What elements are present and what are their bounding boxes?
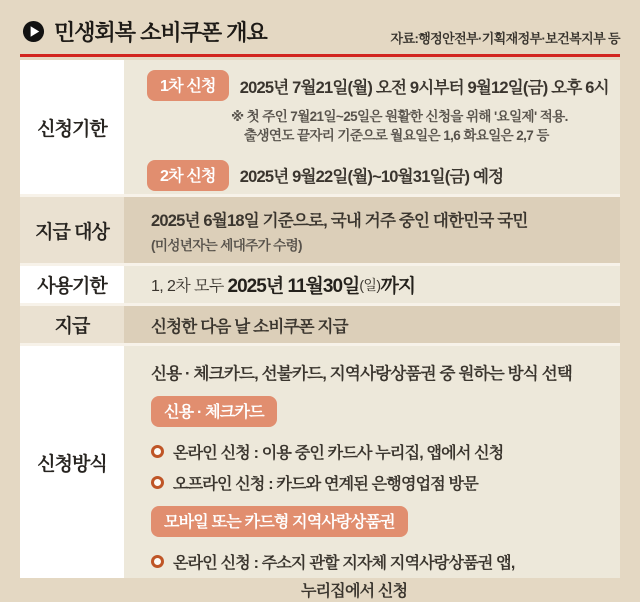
first-application-text: 2025년 7월21일(월) 오전 9시부터 9월12일(금) 오후 6시 [239, 78, 609, 97]
first-application-line [147, 70, 620, 101]
application-note [231, 108, 620, 146]
target-text: 2025년 6월18일 기준으로, 국내 거주 중인 대한민국 국민 [151, 211, 528, 230]
row-payment [20, 306, 620, 343]
row-payment-label: 지급 [20, 306, 124, 343]
target-sub-text: (미성년자는 세대주가 수령) [151, 237, 302, 253]
payment-text: 신청한 다음 날 소비쿠폰 지급 [151, 317, 348, 336]
row-target-content [124, 197, 620, 263]
row-method [20, 346, 620, 600]
voucher-online-text: 온라인 신청 : 주소지 관할 지자체 지역사랑상품권 앱, [173, 555, 515, 572]
voucher-method-badge: 모바일 또는 카드형 지역사랑상품권 [151, 506, 408, 537]
voucher-online-text-cont: 누리집에서 신청 [301, 583, 408, 600]
row-payment-content [124, 306, 620, 343]
ring-bullet-icon [151, 555, 164, 568]
row-use-period [20, 266, 620, 303]
row-target [20, 197, 620, 263]
row-apply-period-label: 신청기한 [20, 60, 124, 194]
method-intro: 신용 · 체크카드, 선불카드, 지역사랑상품권 중 원하는 방식 선택 [151, 365, 573, 383]
ring-bullet-icon [151, 445, 164, 458]
row-apply-period-content [124, 60, 620, 194]
row-use-period-label: 사용기한 [20, 266, 124, 303]
list-item [151, 550, 620, 573]
row-method-content [124, 346, 620, 600]
list-item [151, 440, 620, 463]
first-application-badge: 1차 신청 [147, 70, 229, 101]
voucher-method-list [151, 550, 620, 601]
application-note-line1: ※ 첫 주인 7월21일~25일은 원활한 신청을 위해 '요일제' 적용. [231, 109, 568, 124]
second-application-text: 2025년 9월22일(월)~10월31일(금) 예정 [239, 168, 504, 187]
use-period-prefix: 1, 2차 모두 [151, 278, 228, 295]
card-method-list [151, 440, 620, 494]
header [0, 0, 640, 47]
source-credit: 자료:행정안전부·기획재정부·보건복지부 등 [390, 31, 620, 46]
play-icon [22, 20, 45, 43]
list-item [151, 471, 620, 494]
use-period-date: 2025년 11월30일 [227, 276, 360, 297]
card-method-badge: 신용 · 체크카드 [151, 396, 277, 427]
title-wrap [22, 16, 267, 47]
row-method-label: 신청방식 [20, 346, 124, 578]
second-application-badge: 2차 신청 [147, 160, 229, 191]
card-offline-text: 오프라인 신청 : 카드와 연계된 은행영업점 방문 [173, 476, 478, 493]
use-period-suffix: 까지 [380, 276, 416, 297]
page-title: 민생회복 소비쿠폰 개요 [54, 20, 267, 45]
row-apply-period [20, 60, 620, 194]
application-note-line2: 출생연도 끝자리 기준으로 월요일은 1,6 화요일은 2,7 등 [244, 127, 549, 143]
accent-divider [20, 54, 620, 57]
second-application-line [147, 160, 620, 191]
card-online-text: 온라인 신청 : 이용 중인 카드사 누리집, 앱에서 신청 [173, 445, 504, 462]
ring-bullet-icon [151, 476, 164, 489]
info-table [20, 60, 620, 600]
row-use-period-content [124, 266, 620, 303]
row-target-label: 지급 대상 [20, 197, 124, 263]
use-period-weekday: (일) [359, 276, 381, 293]
